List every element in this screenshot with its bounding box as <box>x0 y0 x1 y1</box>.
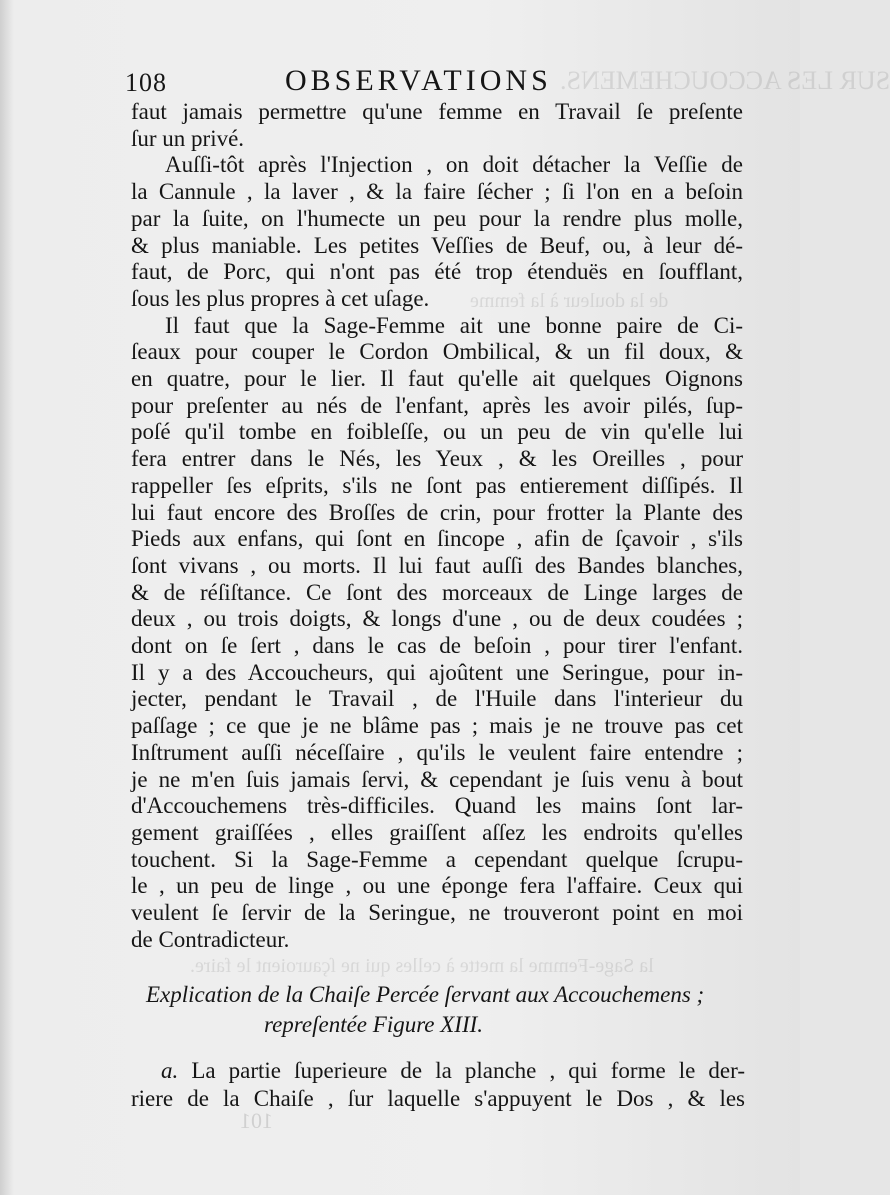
text-line: jecter, pendant le Travail , de l'Huile dans l'interieur du <box>131 686 743 712</box>
explanation-line: repreſentée Figure XIII. <box>264 1012 484 1037</box>
body-text <box>131 99 743 954</box>
text-line: & plus maniable. Les petites Veſſies de Beuf, ou, à leur dé- <box>131 232 743 258</box>
text-line: paſſage ; ce que je ne blâme pas ; mais je ne trouve pas cet <box>131 713 743 739</box>
item-letter: a. <box>161 1058 179 1083</box>
explanation-line: Explication de la Chaiſe Percée ſervant aux Accouchemens ; <box>146 982 705 1007</box>
text-line: Il y a des Accoucheurs, qui ajoûtent une Seringue, pour in- <box>131 659 743 685</box>
text-line: pour preſenter au nés de l'enfant, après les avoir pilés, ſup- <box>131 392 743 418</box>
text-line: Auſſi-tôt après l'Injection , on doit détacher la Veſſie de <box>165 152 743 178</box>
text-line: touchent. Si la Sage-Femme a cependant quelque ſcrupu- <box>131 846 743 872</box>
bleed-through-top: SUR LES ACCOUCHEMENS. <box>560 66 890 95</box>
text-line: faut, de Porc, qui n'ont pas été trop étenduës en ſoufflant, <box>131 259 743 285</box>
text-line: je ne m'en ſuis jamais ſervi, & cependant je ſuis venu à bout <box>131 766 743 792</box>
text-line: ſeaux pour couper le Cordon Ombilical, & un fil doux, & <box>131 339 743 365</box>
text-line: gement graiſſées , elles graiſſent aſſez les endroits qu'elles <box>131 819 743 845</box>
text-line: par la ſuite, on l'humecte un peu pour la rendre plus molle, <box>131 205 743 231</box>
text-line: fera entrer dans le Nés, les Yeux , & les Oreilles , pour <box>131 446 743 472</box>
text-line: & de réſiſtance. Ce ſont des morceaux de Linge larges de <box>131 579 743 605</box>
text-line: le , un peu de linge , ou une éponge fera l'affaire. Ceux qui <box>131 873 743 899</box>
bleed-through-lower: la Sage-Femme la mette à celles qui ne ſçauroient le faire. <box>190 955 654 977</box>
text-line: ſur un privé. <box>131 125 245 151</box>
text-line: dont on ſe ſert , dans le cas de beſoin , pour tirer l'enfant. <box>131 633 743 659</box>
figure-item-a <box>131 1057 745 1112</box>
text-line: d'Accouchemens très-difficiles. Quand les mains ſont lar- <box>131 793 743 819</box>
running-title: OBSERVATIONS <box>285 64 552 97</box>
text-line: faut jamais permettre qu'une femme en Travail ſe preſente <box>131 99 743 124</box>
bleed-through-folio: 101 <box>240 1108 273 1133</box>
text-line: poſé qu'il tombe en foibleſſe, ou un peu de vin qu'elle lui <box>131 419 743 445</box>
text-line: Pieds aux enfans, qui ſont en ſincope , afin de ſçavoir , s'ils <box>131 526 743 552</box>
figure-explanation-heading <box>146 980 754 1040</box>
page-header <box>125 64 745 100</box>
text-line: deux , ou trois doigts, & longs d'une , ou de deux coudées ; <box>131 606 743 632</box>
text-line: Il faut que la Sage-Femme ait une bonne paire de Ci- <box>165 312 743 338</box>
item-line: riere de la Chaiſe , ſur laquelle s'appuyent le Dos , & les <box>131 1085 745 1111</box>
text-line: ſont vivans , ou morts. Il lui faut auſſi des Bandes blanches, <box>131 552 743 578</box>
text-line: la Cannule , la laver , & la faire ſécher ; ſi l'on en a beſoin <box>131 179 743 205</box>
text-line: lui faut encore des Broſſes de crin, pour frotter la Plante des <box>131 499 743 525</box>
text-line: ſous les plus propres à cet uſage. <box>131 285 430 311</box>
item-text: La partie ſuperieure de la planche , qui forme le der- <box>191 1058 745 1083</box>
item-line <box>131 1057 745 1085</box>
page-number: 108 <box>125 68 167 97</box>
text-line: en quatre, pour le lier. Il faut qu'elle ait quelques Oignons <box>131 366 743 392</box>
text-line: de Contradicteur. <box>131 926 290 952</box>
text-line: Inſtrument auſſi néceſſaire , qu'ils le veulent faire entendre ; <box>131 739 743 765</box>
text-line: veulent ſe ſervir de la Seringue, ne trouveront point en moi <box>131 900 743 926</box>
text-line: rappeller ſes eſprits, s'ils ne ſont pas entierement diſſipés. Il <box>131 472 743 498</box>
bleed-through-mid: de la douleur à la femme <box>470 290 669 312</box>
